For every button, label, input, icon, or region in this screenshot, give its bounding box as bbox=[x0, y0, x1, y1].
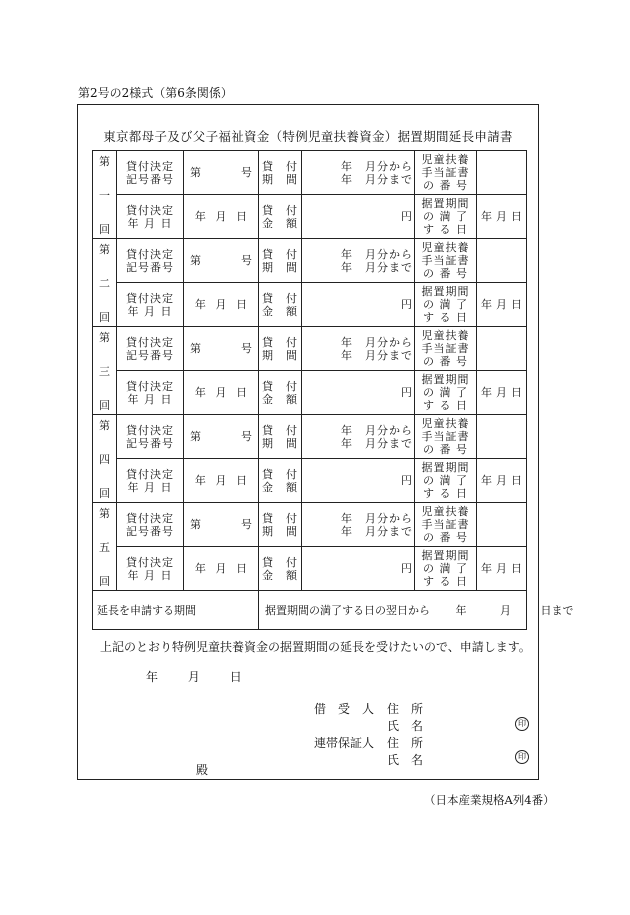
child-support-cert-label: 児童扶養 手当証書 の 番 号 bbox=[415, 151, 477, 195]
extension-row bbox=[93, 591, 527, 630]
gou-label: 号 bbox=[241, 254, 252, 267]
gou-label: 号 bbox=[241, 342, 252, 355]
guarantor-address-label: 住 所 bbox=[387, 736, 424, 750]
loan-period-field[interactable]: 年 月分から 年 月分まで bbox=[302, 415, 415, 459]
loan-period-field[interactable]: 年 月分から 年 月分まで bbox=[302, 503, 415, 547]
loan-amount-field[interactable] bbox=[302, 283, 415, 327]
decision-number-label: 貸付決定 記号番号 bbox=[117, 415, 184, 459]
child-support-cert-field[interactable] bbox=[477, 239, 527, 283]
decision-date-field[interactable]: 年 月 日 bbox=[184, 371, 259, 415]
form-number-label: 第2号の2様式（第6条関係） bbox=[78, 86, 233, 100]
round-row-amount bbox=[93, 283, 527, 327]
round-table bbox=[92, 150, 574, 630]
paper-size-note: （日本産業規格A列4番） bbox=[424, 793, 555, 807]
round-ordinal-char: 回 bbox=[99, 310, 110, 324]
dai-label: 第 bbox=[190, 430, 201, 443]
guarantor-name-label: 氏 名 bbox=[387, 753, 424, 767]
grace-end-label: 据置期間 の 満 了 す る 日 bbox=[415, 283, 477, 327]
grace-end-date-field[interactable]: 年 月 日 bbox=[477, 547, 527, 591]
loan-amount-field[interactable] bbox=[302, 547, 415, 591]
yen-unit: 円 bbox=[401, 474, 412, 487]
round-row-period bbox=[93, 239, 527, 283]
decision-number-field[interactable] bbox=[184, 327, 259, 371]
extension-text: 据置期間の満了する日の翌日から bbox=[265, 603, 430, 617]
grace-end-date-field[interactable]: 年 月 日 bbox=[477, 195, 527, 239]
decision-date-label: 貸付決定 年 月 日 bbox=[117, 459, 184, 503]
round-row-amount bbox=[93, 371, 527, 415]
loan-amount-field[interactable] bbox=[302, 195, 415, 239]
round-ordinal-char: 一 bbox=[99, 188, 110, 202]
gou-label: 号 bbox=[241, 166, 252, 179]
grace-end-date-field[interactable]: 年 月 日 bbox=[477, 459, 527, 503]
decision-date-field[interactable]: 年 月 日 bbox=[184, 547, 259, 591]
date-month: 月 bbox=[187, 670, 200, 684]
dai-label: 第 bbox=[190, 342, 201, 355]
addressee-suffix: 殿 bbox=[196, 763, 209, 777]
application-form-frame bbox=[77, 104, 574, 780]
borrower-address-label: 住 所 bbox=[387, 702, 424, 716]
grace-end-label: 据置期間 の 満 了 す る 日 bbox=[415, 195, 477, 239]
round-ordinal-char: 四 bbox=[99, 452, 110, 466]
guarantor-label: 連帯保証人 bbox=[314, 736, 375, 750]
round-row-period bbox=[93, 503, 527, 547]
yen-unit: 円 bbox=[401, 210, 412, 223]
round-row-amount bbox=[93, 459, 527, 503]
round-ordinal-char: 第 bbox=[99, 154, 110, 168]
gou-label: 号 bbox=[241, 518, 252, 531]
grace-end-label: 据置期間 の 満 了 す る 日 bbox=[415, 371, 477, 415]
loan-period-label: 貸 付 期 間 bbox=[259, 327, 302, 371]
extension-period[interactable] bbox=[259, 591, 574, 630]
loan-amount-label: 貸 付 金 額 bbox=[259, 371, 302, 415]
child-support-cert-label: 児童扶養 手当証書 の 番 号 bbox=[415, 239, 477, 283]
decision-date-label: 貸付決定 年 月 日 bbox=[117, 371, 184, 415]
round-ordinal-char: 第 bbox=[99, 330, 110, 344]
round-row-amount bbox=[93, 195, 527, 239]
loan-period-field[interactable]: 年 月分から 年 月分まで bbox=[302, 151, 415, 195]
round-ordinal-char: 回 bbox=[99, 486, 110, 500]
round-ordinal-char: 第 bbox=[99, 418, 110, 432]
round-ordinal-char: 第 bbox=[99, 242, 110, 256]
form-title: 東京都母子及び父子福祉資金（特例児童扶養資金）据置期間延長申請書 bbox=[103, 129, 513, 144]
round-ordinal bbox=[93, 239, 117, 327]
application-statement: 上記のとおり特例児童扶養資金の据置期間の延長を受けたいので、申請します。 bbox=[100, 640, 531, 654]
round-ordinal bbox=[93, 327, 117, 415]
loan-period-field[interactable]: 年 月分から 年 月分まで bbox=[302, 239, 415, 283]
decision-date-field[interactable]: 年 月 日 bbox=[184, 459, 259, 503]
decision-date-field[interactable]: 年 月 日 bbox=[184, 195, 259, 239]
dai-label: 第 bbox=[190, 254, 201, 267]
child-support-cert-field[interactable] bbox=[477, 151, 527, 195]
application-date[interactable] bbox=[146, 668, 242, 685]
decision-number-field[interactable] bbox=[184, 151, 259, 195]
decision-date-label: 貸付決定 年 月 日 bbox=[117, 283, 184, 327]
child-support-cert-field[interactable] bbox=[477, 415, 527, 459]
child-support-cert-field[interactable] bbox=[477, 327, 527, 371]
extension-label: 延長を申請する期間 bbox=[93, 591, 259, 630]
round-ordinal bbox=[93, 415, 117, 503]
guarantor-seal-mark: 印 bbox=[515, 750, 529, 764]
round-ordinal-char: 二 bbox=[99, 276, 110, 290]
round-ordinal-char: 三 bbox=[99, 364, 110, 378]
round-ordinal-char: 回 bbox=[99, 398, 110, 412]
decision-date-field[interactable]: 年 月 日 bbox=[184, 283, 259, 327]
decision-number-field[interactable] bbox=[184, 503, 259, 547]
dai-label: 第 bbox=[190, 518, 201, 531]
yen-unit: 円 bbox=[401, 562, 412, 575]
round-row-amount bbox=[93, 547, 527, 591]
decision-number-label: 貸付決定 記号番号 bbox=[117, 503, 184, 547]
child-support-cert-label: 児童扶養 手当証書 の 番 号 bbox=[415, 415, 477, 459]
child-support-cert-field[interactable] bbox=[477, 503, 527, 547]
loan-period-label: 貸 付 期 間 bbox=[259, 503, 302, 547]
date-day: 日 bbox=[229, 670, 242, 684]
grace-end-date-field[interactable]: 年 月 日 bbox=[477, 283, 527, 327]
round-row-period bbox=[93, 151, 527, 195]
decision-number-label: 貸付決定 記号番号 bbox=[117, 327, 184, 371]
round-ordinal bbox=[93, 503, 117, 591]
borrower-label: 借 受 人 bbox=[314, 702, 375, 716]
grace-end-date-field[interactable]: 年 月 日 bbox=[477, 371, 527, 415]
round-ordinal-char: 回 bbox=[99, 222, 110, 236]
loan-amount-label: 貸 付 金 額 bbox=[259, 283, 302, 327]
loan-amount-field[interactable] bbox=[302, 371, 415, 415]
round-ordinal-char: 五 bbox=[99, 540, 110, 554]
grace-end-label: 据置期間 の 満 了 す る 日 bbox=[415, 459, 477, 503]
extension-year: 年 bbox=[455, 603, 467, 617]
decision-number-field[interactable] bbox=[184, 415, 259, 459]
loan-amount-label: 貸 付 金 額 bbox=[259, 459, 302, 503]
child-support-cert-label: 児童扶養 手当証書 の 番 号 bbox=[415, 503, 477, 547]
round-ordinal-char: 第 bbox=[99, 506, 110, 520]
borrower-name-label: 氏 名 bbox=[387, 719, 424, 733]
loan-period-field[interactable]: 年 月分から 年 月分まで bbox=[302, 327, 415, 371]
round-ordinal-char: 回 bbox=[99, 574, 110, 588]
date-year: 年 bbox=[146, 670, 159, 684]
round-ordinal bbox=[93, 151, 117, 239]
decision-number-field[interactable] bbox=[184, 239, 259, 283]
decision-date-label: 貸付決定 年 月 日 bbox=[117, 195, 184, 239]
extension-month: 月 bbox=[500, 603, 511, 617]
grace-end-label: 据置期間 の 満 了 す る 日 bbox=[415, 547, 477, 591]
loan-period-label: 貸 付 期 間 bbox=[259, 151, 302, 195]
decision-number-label: 貸付決定 記号番号 bbox=[117, 239, 184, 283]
loan-amount-label: 貸 付 金 額 bbox=[259, 547, 302, 591]
loan-period-label: 貸 付 期 間 bbox=[259, 239, 302, 283]
loan-period-label: 貸 付 期 間 bbox=[259, 415, 302, 459]
decision-number-label: 貸付決定 記号番号 bbox=[117, 151, 184, 195]
yen-unit: 円 bbox=[401, 386, 412, 399]
decision-date-label: 貸付決定 年 月 日 bbox=[117, 547, 184, 591]
gou-label: 号 bbox=[241, 430, 252, 443]
round-row-period bbox=[93, 415, 527, 459]
dai-label: 第 bbox=[190, 166, 201, 179]
borrower-seal-mark: 印 bbox=[515, 717, 529, 731]
loan-amount-label: 貸 付 金 額 bbox=[259, 195, 302, 239]
round-row-period bbox=[93, 327, 527, 371]
child-support-cert-label: 児童扶養 手当証書 の 番 号 bbox=[415, 327, 477, 371]
yen-unit: 円 bbox=[401, 298, 412, 311]
extension-day-until: 日まで bbox=[540, 603, 574, 617]
loan-amount-field[interactable] bbox=[302, 459, 415, 503]
